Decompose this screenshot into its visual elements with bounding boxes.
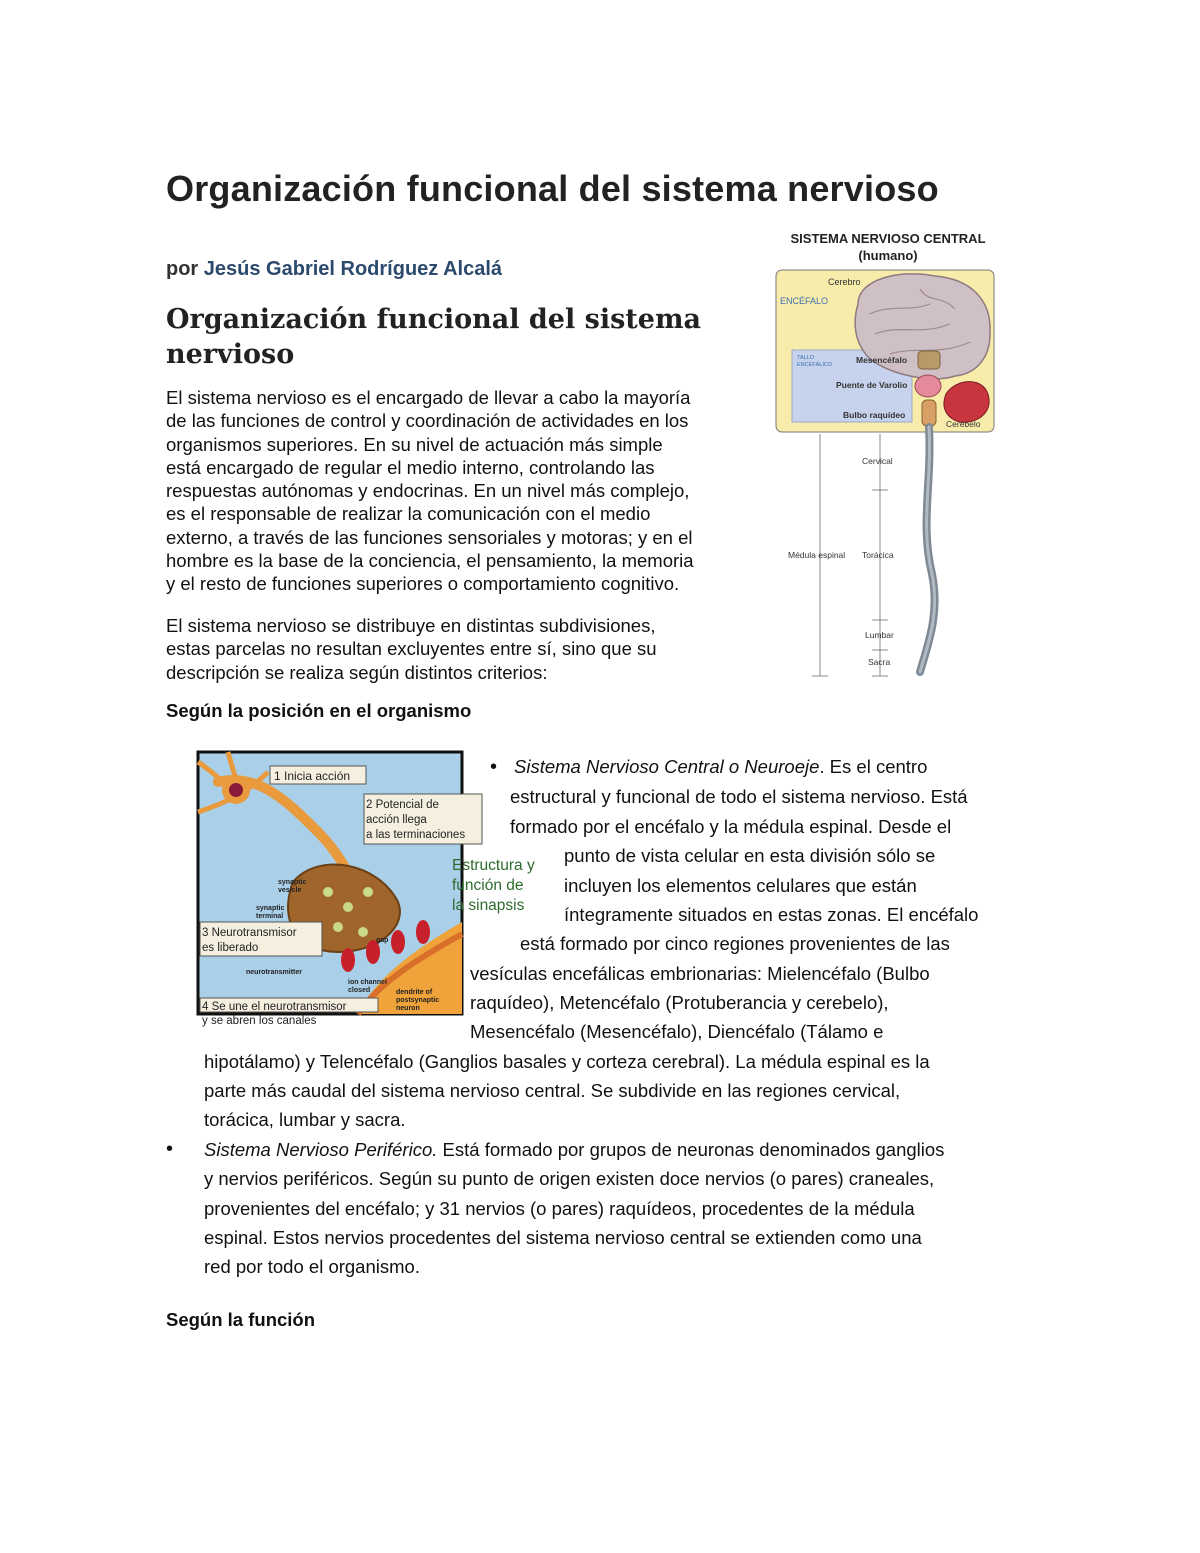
ion-channel-icon — [416, 920, 430, 944]
label-terminal: synaptic — [256, 905, 285, 912]
text-line: provenientes del encéfalo; y 31 nervios (o pares) raquídeos, procedentes de la médula — [204, 1198, 915, 1219]
pons-icon — [915, 375, 941, 397]
caption-line: la sinapsis — [452, 897, 525, 914]
synapse-caption — [452, 856, 552, 916]
step3-line: es liberado — [202, 942, 259, 954]
label-cervical: Cervical — [862, 456, 893, 466]
text-line: estas parcelas no resultan excluyentes entre sí, sino que su — [166, 638, 657, 660]
text-line: de las funciones de control y coordinación de actividades en los — [166, 410, 689, 432]
text-line: El sistema nervioso es el encargado de llevar a cabo la mayoría — [166, 387, 691, 408]
ion-channel-icon — [391, 930, 405, 954]
label-mesencefalo: Mesencéfalo — [856, 355, 908, 365]
step3-line: 3 Neurotransmisor — [202, 927, 297, 939]
author-link[interactable]: Jesús Gabriel Rodríguez Alcalá — [203, 258, 503, 280]
bullet-2-glyph: • — [166, 1138, 174, 1160]
text-line: hipotálamo) y Telencéfalo (Ganglios basales y corteza cerebral). La médula espinal es la — [204, 1051, 930, 1072]
label-puente: Puente de Varolio — [836, 380, 908, 390]
step4-line: y se abren los canales — [202, 1015, 317, 1027]
label-gap: gap — [376, 937, 389, 944]
label-encefalo: ENCÉFALO — [780, 296, 829, 306]
vesicle-icon — [323, 887, 333, 897]
step2-line: 2 Potencial de — [366, 799, 439, 811]
bullet-2-term: Sistema Nervioso Periférico. — [204, 1139, 438, 1160]
bullet-1-rest: . Es el centro — [819, 756, 928, 777]
label-tallo-2: ENCEFÁLICO — [797, 362, 833, 368]
text-line: organismos superiores. En su nivel de actuación más simple — [166, 433, 663, 455]
text-line: raquídeo), Metencéfalo (Protuberancia y cerebelo), — [470, 992, 889, 1013]
vesicle-icon — [333, 922, 343, 932]
cns-title: SISTEMA NERVIOSO CENTRAL — [790, 231, 986, 246]
vesicle-icon — [363, 887, 373, 897]
text-line: hombre es la base de la conciencia, el pensamiento, la memoria — [166, 550, 694, 572]
text-line: El sistema nervioso se distribuye en distintas subdivisiones, — [166, 615, 656, 636]
text-line: externo, a través de las funciones sensoriales y motoras; y en el — [166, 526, 693, 548]
label-toracica: Torácica — [862, 550, 894, 560]
bullet-1-term: Sistema Nervioso Central o Neuroeje — [514, 756, 820, 777]
label-cerebro: Cerebro — [828, 277, 861, 287]
text-line: y nervios periféricos. Según su punto de origen existen doce nervios (o pares) craneales, — [204, 1168, 935, 1189]
label-neurotransmitter: neurotransmitter — [246, 969, 303, 976]
byline-prefix: por — [166, 258, 199, 280]
label-ion-channel: ion channel — [348, 979, 387, 986]
midbrain-icon — [918, 351, 940, 369]
text-line: vesículas encefálicas embrionarias: Mielencéfalo (Bulbo — [470, 963, 930, 984]
vesicle-icon — [343, 902, 353, 912]
label-lumbar: Lumbar — [865, 630, 894, 640]
synapse-figure — [198, 752, 466, 1027]
step1-label: 1 Inicia acción — [274, 769, 351, 783]
text-line: estructural y funcional de todo el sistema nervioso. Está — [510, 786, 968, 807]
label-tallo-1: TALLO — [797, 355, 815, 361]
text-line: está encargado de regular el medio interno, controlando las — [166, 456, 655, 478]
subheading-function: Según la función — [166, 1309, 316, 1330]
subheading-position: Según la posición en el organismo — [166, 700, 472, 721]
text-line: es el responsable de realizar la comunicación con el medio — [166, 503, 651, 525]
paragraph-2 — [166, 614, 657, 684]
bullet-2-rest: Está formado por grupos de neuronas denominados ganglios — [437, 1139, 945, 1160]
text-line: y el resto de funciones superiores o comportamiento cognitivo. — [166, 573, 680, 595]
text-line: punto de vista celular en esta división sólo se — [564, 845, 936, 866]
ion-channel-icon — [341, 948, 355, 972]
text-line: respuestas autónomas y endocrinas. En un nivel más complejo, — [166, 480, 690, 502]
step2-line: a las terminaciones — [366, 829, 466, 841]
nucleus-icon — [229, 783, 243, 797]
label-dendrite: postsynaptic — [396, 997, 440, 1004]
text-line: formado por el encéfalo y la médula espinal. Desde el — [510, 816, 952, 837]
text-line: parte más caudal del sistema nervioso central. Se subdivide en las regiones cervical, — [204, 1080, 901, 1101]
vesicle-icon — [358, 927, 368, 937]
text-line: Mesencéfalo (Mesencéfalo), Diencéfalo (Tálamo e — [470, 1021, 884, 1042]
step2-line: acción llega — [366, 814, 427, 826]
label-dendrite: neuron — [396, 1005, 420, 1012]
bullet-1-glyph: • — [490, 756, 498, 778]
page-title: Organización funcional del sistema nervioso — [166, 168, 939, 209]
text-line: íntegramente situados en estas zonas. El encéfalo — [564, 904, 979, 925]
paragraph-1 — [166, 386, 694, 596]
text-line: descripción se realiza según distintos criterios: — [166, 661, 548, 683]
caption-line: Estructura y — [452, 857, 535, 874]
text-line: red por todo el organismo. — [204, 1256, 420, 1277]
text-line: espinal. Estos nervios procedentes del sistema nervioso central se extienden como una — [204, 1227, 922, 1248]
text-line: incluyen los elementos celulares que están — [564, 875, 917, 896]
label-medula: Médula espinal — [788, 550, 846, 560]
caption-line: función de — [452, 877, 524, 894]
text-line: torácica, lumbar y sacra. — [204, 1109, 406, 1130]
cns-subtitle: (humano) — [858, 248, 918, 263]
label-bulbo: Bulbo raquídeo — [843, 410, 906, 420]
bullet-1-line — [514, 756, 927, 778]
label-cerebelo: Cerebelo — [946, 419, 981, 429]
step4-line: 4 Se une el neurotransmisor — [202, 1001, 347, 1013]
medulla-icon — [922, 400, 936, 426]
label-ion-channel: closed — [348, 987, 371, 994]
bullet-2-line — [204, 1139, 944, 1161]
label-vesicle: vesicle — [278, 887, 302, 894]
cns-figure — [770, 224, 1006, 684]
label-sacra: Sacra — [868, 657, 891, 667]
text-line: está formado por cinco regiones provenientes de las — [520, 933, 950, 954]
byline — [166, 258, 502, 281]
label-terminal: terminal — [256, 913, 284, 920]
label-vesicle: synaptic — [278, 879, 307, 886]
section-heading: Organización funcional del sistema nervioso — [166, 304, 702, 370]
label-dendrite: dendrite of — [396, 989, 433, 996]
